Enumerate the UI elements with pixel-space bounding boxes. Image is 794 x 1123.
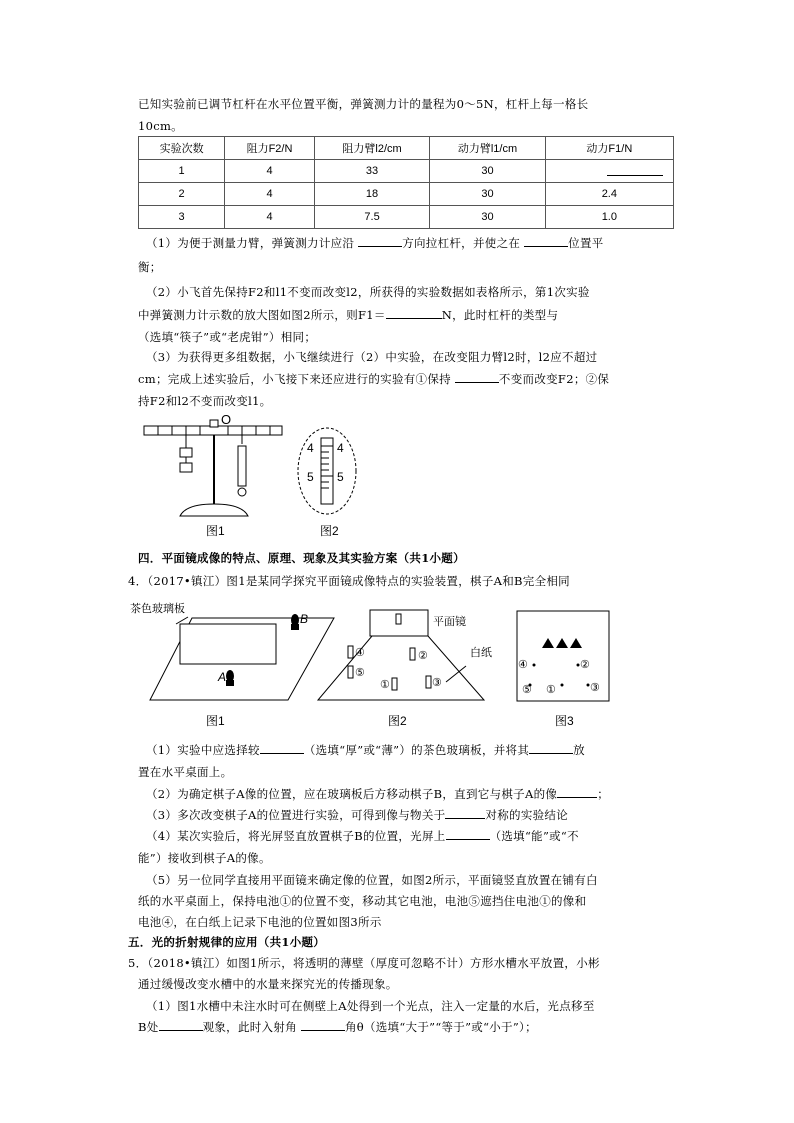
answer-blank <box>301 1018 345 1031</box>
q4-intro: 4．（2017•镇江）图1是某同学探究平面镜成像特点的实验装置，棋子A和B完全相同 <box>128 574 570 588</box>
answer-blank <box>557 785 597 798</box>
q5-intro: 5．（2018•镇江）如图1所示，将透明的薄壁（厚度可忽略不计）方形水槽水平放置，小彬 <box>128 956 600 970</box>
table-cell: 2 <box>139 183 225 206</box>
table-cell-blank <box>545 160 673 183</box>
q4-part1-cont: 置在水平桌面上。 <box>138 765 233 779</box>
answer-blank <box>524 234 568 247</box>
answer-blank <box>446 827 490 840</box>
fig2-caption: 图2 <box>388 714 407 728</box>
answer-blank <box>607 163 663 176</box>
answer-blank <box>260 741 304 754</box>
table-cell: 4 <box>225 183 315 206</box>
table-header-cell: 实验次数 <box>139 137 225 160</box>
scale-mark-4-right: 4 <box>337 441 344 455</box>
glass-plate-label: 茶色玻璃板 <box>130 602 185 615</box>
spring-figure-caption: 图2 <box>320 524 339 538</box>
table-header-cell: 阻力臂l2/cm <box>314 137 429 160</box>
table-cell: 1.0 <box>545 206 673 229</box>
q3-part2-cont: 中弹簧测力计示数的放大图如图2所示，则F1＝ N，此时杠杆的类型与 <box>138 308 559 322</box>
answer-blank <box>529 741 573 754</box>
q4-part4: （4）某次实验后，将光屏竖直放置棋子B的位置，光屏上 （选填“能”或“不 <box>146 829 579 843</box>
q4-part3: （3）多次改变棋子A的位置进行实验，可得到像与物关于 对称的实验结论 <box>146 808 569 822</box>
q3-part2-cont2: （选填“筷子”或“老虎钳”）相同； <box>138 330 317 344</box>
answer-blank <box>455 370 499 383</box>
scale-mark-5-left: 5 <box>307 470 314 484</box>
fig1-caption: 图1 <box>206 714 225 728</box>
battery-label-3: ③ <box>432 677 442 689</box>
intro-line-2: 10cm。 <box>138 119 183 133</box>
table-header-cell: 动力臂l1/cm <box>430 137 545 160</box>
chess-piece-b <box>291 614 299 630</box>
scale-mark-5-right: 5 <box>337 470 344 484</box>
q4-part5-cont2: 电池④，在白纸上记录下电池的位置如图3所示 <box>138 915 382 929</box>
record-label-4: ④ <box>518 659 528 671</box>
q5-part1-cont: B处 观象，此时入射角 角θ（选填“大于”“等于”或“小于”）； <box>138 1020 537 1034</box>
spring-scale-zoom <box>296 426 358 516</box>
answer-blank <box>386 306 442 319</box>
intro-line-1: 已知实验前已调节杠杆在水平位置平衡，弹簧测力计的量程为0～5N，杠杆上每一格长 <box>138 97 589 111</box>
q5-intro-cont: 通过缓慢改变水槽中的水量来探究光的传播现象。 <box>138 977 398 991</box>
experiment-table <box>138 136 674 229</box>
battery-label-1: ① <box>380 679 390 691</box>
glass-plate-figure <box>148 610 338 702</box>
table-header-cell: 动力F1/N <box>545 137 673 160</box>
table-cell: 30 <box>430 183 545 206</box>
q4-part2: （2）为确定棋子A像的位置，应在玻璃板后方移动棋子B，直到它与棋子A的像 ； <box>146 787 609 801</box>
paper-label: 白纸 <box>470 646 492 659</box>
table-cell: 33 <box>314 160 429 183</box>
label-b: B <box>300 612 309 626</box>
record-label-1: ① <box>546 684 556 696</box>
table-row <box>139 160 674 183</box>
answer-blank <box>159 1018 203 1031</box>
q4-part5: （5）另一位同学直接用平面镜来确定像的位置，如图2所示，平面镜竖直放置在铺有白 <box>146 873 598 887</box>
q4-part5-cont: 纸的水平桌面上，保持电池①的位置不变，移动其它电池，电池⑤遮挡住电池①的像和 <box>138 894 587 908</box>
record-label-3: ③ <box>590 682 600 694</box>
table-header-row <box>139 137 674 160</box>
q3-part1: （1）为便于测量力臂，弹簧测力计应沿 方向拉杠杆，并使之在 位置平 <box>146 236 604 250</box>
fig3-caption: 图3 <box>555 714 574 728</box>
lever-figure <box>140 412 290 524</box>
table-cell: 7.5 <box>314 206 429 229</box>
table-cell: 30 <box>430 206 545 229</box>
pivot-label-o: O <box>221 412 232 427</box>
q3-part1-cont: 衡； <box>138 260 162 274</box>
table-cell: 3 <box>139 206 225 229</box>
q4-part4-cont: 能”）接收到棋子A的像。 <box>138 851 271 865</box>
label-a: A <box>218 670 227 684</box>
battery-label-5: ⑤ <box>355 667 365 679</box>
chess-piece-a <box>226 670 234 686</box>
scale-mark-4-left: 4 <box>307 441 314 455</box>
answer-blank <box>358 234 402 247</box>
table-cell: 1 <box>139 160 225 183</box>
table-cell: 30 <box>430 160 545 183</box>
table-cell: 4 <box>225 160 315 183</box>
record-label-2: ② <box>580 659 590 671</box>
lever-figure-caption: 图1 <box>206 524 225 538</box>
q3-part3-cont: cm；完成上述实验后，小飞接下来还应进行的实验有①保持 不变而改变F2；②保 <box>138 372 610 386</box>
record-label-5: ⑤ <box>522 684 532 696</box>
table-cell: 18 <box>314 183 429 206</box>
table-cell: 2.4 <box>545 183 673 206</box>
battery-label-4: ④ <box>355 647 365 659</box>
table-row <box>139 183 674 206</box>
answer-blank <box>445 806 485 819</box>
mirror-label: 平面镜 <box>433 615 466 628</box>
battery-label-2: ② <box>418 650 428 662</box>
table-cell: 4 <box>225 206 315 229</box>
section-5-heading: 五．光的折射规律的应用（共1小题） <box>128 935 326 949</box>
table-row <box>139 206 674 229</box>
section-4-heading: 四．平面镜成像的特点、原理、现象及其实验方案（共1小题） <box>138 551 465 565</box>
q3-part3: （3）为获得更多组数据，小飞继续进行（2）中实验，在改变阻力臂l2时，l2应不超过 <box>146 350 598 364</box>
q3-part3-cont2: 持F2和l2不变而改变l1。 <box>138 394 272 408</box>
q4-part1: （1）实验中应选择较 （选填“厚”或“薄”）的茶色玻璃板，并将其 放 <box>146 743 585 757</box>
q3-part2: （2）小飞首先保持F2和l1不变而改变l2，所获得的实验数据如表格所示，第1次实验 <box>146 285 590 299</box>
table-header-cell: 阻力F2/N <box>225 137 315 160</box>
q5-part1: （1）图1水槽中未注水时可在侧壁上A处得到一个光点，注入一定量的水后，光点移至 <box>146 999 595 1013</box>
